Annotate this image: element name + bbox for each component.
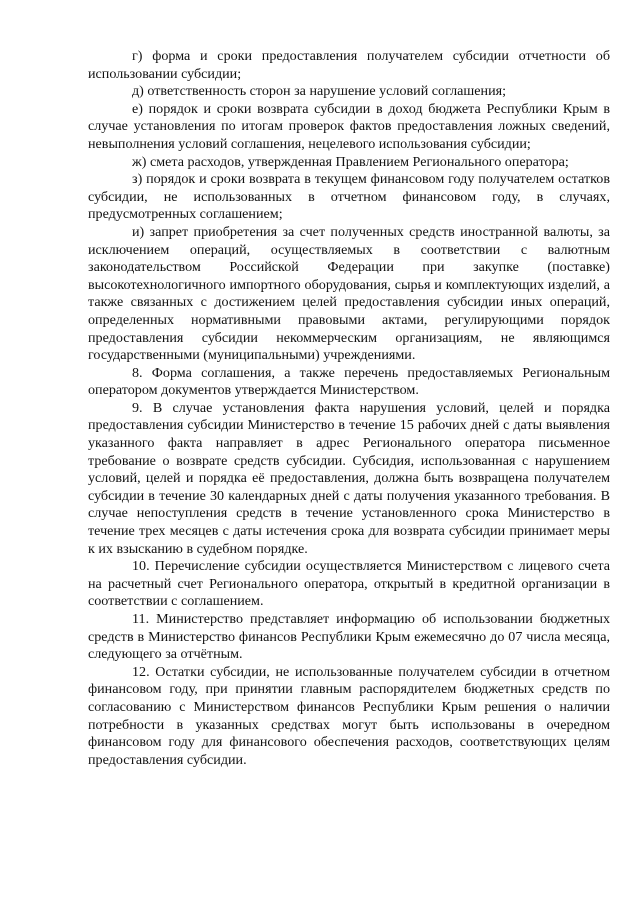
- paragraph-g: г) форма и сроки предоставления получателем субсидии отчетности об использовании субсидии;: [88, 48, 610, 82]
- paragraph-i: и) запрет приобретения за счет полученных средств иностранной валюты, за исключением операций, осуществляемых в соответствии с валютным законодательством Российской Федерации при закупке (поставке) высокотехнологичного импортного оборудования, сырья и комплектующих изделий, а также связанных с достижением целей предоставления субсидии иных операций, определенных нормативными правовыми актами, регулирующими порядок предоставления субсидии некоммерческим организациям, не являющимся государственными (муниципальными) учреждениями.: [88, 223, 610, 364]
- paragraph-e: е) порядок и сроки возврата субсидии в доход бюджета Республики Крым в случае установления по итогам проверок фактов предоставления ложных сведений, невыполнения условий соглашения, нецелевого использования субсидии;: [88, 100, 610, 152]
- paragraph-12: 12. Остатки субсидии, не использованные получателем субсидии в отчетном финансовом году, при принятии главным распорядителем бюджетных средств по согласованию с Министерством финансов Республики Крым решения о наличии потребности в указанных средствах могут быть использованы в очередном финансовом году для финансового обеспечения расходов, соответствующих целям предоставления субсидии.: [88, 663, 610, 768]
- paragraph-z: з) порядок и сроки возврата в текущем финансовом году получателем остатков субсидии, не использованных в отчетном финансовом году, в случаях, предусмотренных соглашением;: [88, 171, 610, 223]
- paragraph-10: 10. Перечисление субсидии осуществляется Министерством с лицевого счета на расчетный счет Регионального оператора, открытый в кредитной организации в соответствии с соглашением.: [88, 558, 610, 610]
- paragraph-d: д) ответственность сторон за нарушение условий соглашения;: [132, 83, 507, 100]
- paragraph-9: 9. В случае установления факта нарушения условий, целей и порядка предоставления субсидии Министерство в течение 15 рабочих дней с даты выявления указанного факта направляет в адрес Регионального оператора письменное требование о возврате средств субсидии. Субсидия, использованная с нарушением условий, целей и порядка её предоставления, должна быть возвращена получателем субсидии в течение 30 календарных дней с даты получения указанного требования. В случае непоступления средств в течение установленного срока Министерство в течение трех месяцев с даты истечения срока для возврата субсидии принимает меры к их взысканию в судебном порядке.: [88, 399, 610, 557]
- paragraph-zh: ж) смета расходов, утвержденная Правлением Регионального оператора;: [132, 153, 569, 170]
- paragraph-8: 8. Форма соглашения, а также перечень предоставляемых Региональным оператором документов утверждается Министерством.: [88, 364, 610, 399]
- document-body: [88, 48, 610, 769]
- paragraph-11: 11. Министерство представляет информацию об использовании бюджетных средств в Министерство финансов Республики Крым ежемесячно до 07 числа месяца, следующего за отчётным.: [88, 611, 610, 663]
